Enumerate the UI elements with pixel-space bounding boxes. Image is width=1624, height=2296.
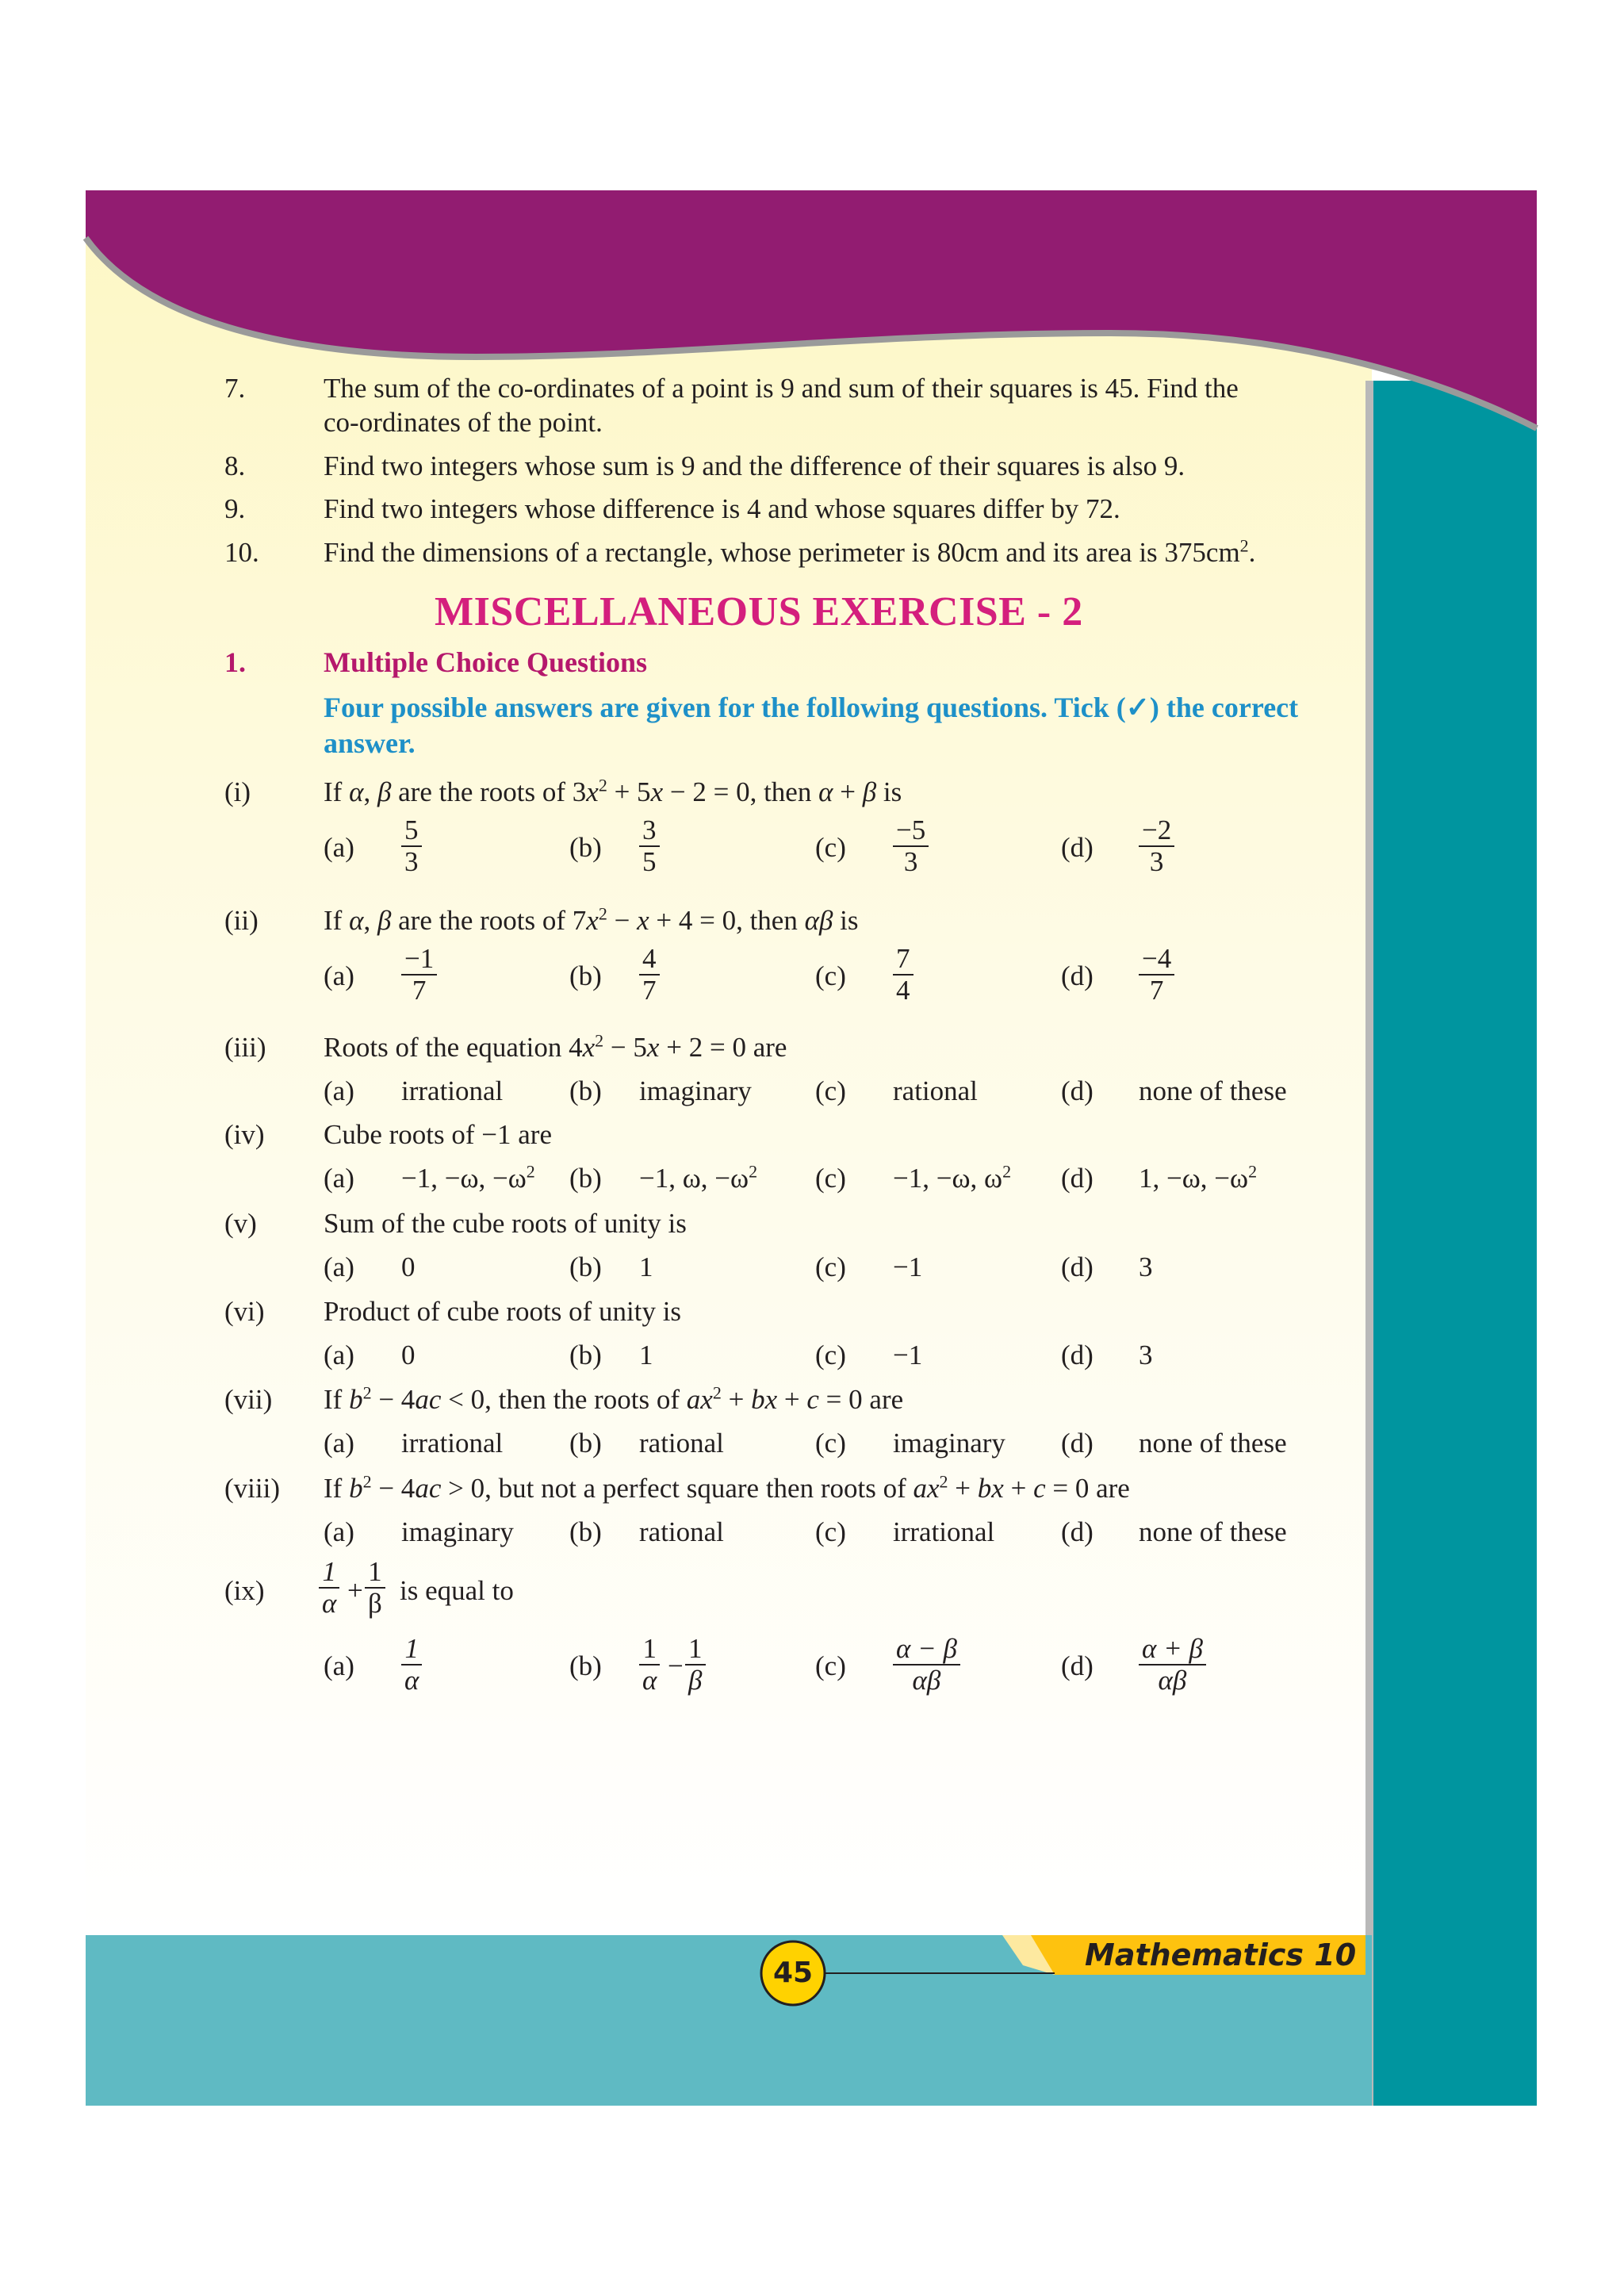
math-symbol: α — [349, 776, 364, 807]
option-label: (c) — [815, 1075, 846, 1106]
text-part: + — [721, 1384, 752, 1415]
text-part: + — [777, 1384, 807, 1415]
numerator: 1 — [368, 1556, 382, 1587]
option-value: rational — [893, 1075, 978, 1106]
superscript: 2 — [749, 1161, 758, 1182]
denominator: α — [319, 1587, 339, 1619]
option-value — [639, 1162, 757, 1195]
math-symbol: x — [586, 776, 599, 807]
text-part: + — [1003, 1473, 1034, 1504]
option-label: (c) — [815, 1163, 846, 1194]
option-label: (a) — [324, 1075, 354, 1106]
question-number: (iv) — [224, 1119, 265, 1150]
section-number: 1. — [224, 646, 246, 678]
page-number: 45 — [772, 1957, 814, 1989]
option-label: (b) — [569, 1516, 602, 1547]
option-label: (c) — [815, 960, 846, 991]
option-label: (a) — [324, 1251, 354, 1282]
question-number: (ii) — [224, 905, 259, 936]
option-label: (a) — [324, 960, 354, 991]
option-label: (c) — [815, 1516, 846, 1547]
option-value: 1 — [639, 1251, 653, 1282]
option-value — [1139, 1162, 1257, 1195]
option-label: (d) — [1061, 1163, 1094, 1194]
fraction — [401, 815, 422, 877]
option-label: (c) — [815, 1428, 846, 1458]
question-text: Product of cube roots of unity is — [324, 1296, 682, 1327]
option-label: (a) — [324, 1163, 354, 1194]
text-part: If — [324, 1384, 350, 1415]
denominator: 3 — [1139, 845, 1174, 877]
math-symbol: α — [349, 905, 364, 936]
math-symbol: x — [650, 776, 664, 807]
text-part: − 4 — [371, 1473, 416, 1504]
fraction — [893, 815, 929, 877]
question-text: is equal to — [400, 1575, 514, 1606]
option-label: (b) — [569, 832, 602, 863]
text-part: , — [363, 776, 377, 807]
text-part: − 5 — [603, 1032, 647, 1063]
text-part: Roots of the equation 4 — [324, 1032, 583, 1063]
fraction — [639, 1634, 660, 1696]
option-label: (a) — [324, 1650, 354, 1681]
math-symbol: bx — [977, 1473, 1004, 1504]
option-label: (b) — [569, 1163, 602, 1194]
text-part: If — [324, 1473, 350, 1504]
option-label: (d) — [1061, 1340, 1094, 1370]
numerator: −4 — [1142, 943, 1172, 974]
plus-sign: + — [347, 1575, 363, 1606]
option-label: (c) — [815, 1251, 846, 1282]
option-label: (b) — [569, 1075, 602, 1106]
math-symbol: b — [349, 1473, 363, 1504]
fraction — [401, 1634, 422, 1696]
option-label: (d) — [1061, 1075, 1094, 1106]
text-part: > 0, but not a perfect square then roots of — [441, 1473, 914, 1504]
numerator: 3 — [642, 815, 657, 845]
text-part: are the roots of 3 — [391, 776, 587, 807]
fraction — [319, 1557, 339, 1619]
option-value: 1 — [639, 1340, 653, 1370]
question-text — [324, 904, 859, 937]
option-value: irrational — [401, 1075, 504, 1106]
superscript: 2 — [362, 1382, 372, 1403]
math-symbol: β — [862, 776, 877, 807]
option-value: imaginary — [893, 1428, 1005, 1458]
denominator: 5 — [639, 845, 660, 877]
math-symbol: b — [349, 1384, 363, 1415]
option-value — [893, 1162, 1011, 1195]
denominator: 7 — [639, 974, 660, 1006]
option-label: (a) — [324, 1428, 354, 1458]
denominator: α — [639, 1664, 660, 1696]
option-label: (d) — [1061, 1428, 1094, 1458]
numerator: −5 — [896, 815, 926, 845]
question-text — [324, 1031, 787, 1064]
text-part: − — [607, 905, 638, 936]
text-part: If — [324, 776, 350, 807]
minus-sign: − — [668, 1650, 684, 1681]
numerator: 1 — [688, 1633, 703, 1664]
numerator: 4 — [642, 943, 657, 974]
question-number: (vii) — [224, 1384, 273, 1415]
option-value: −1 — [893, 1340, 923, 1370]
section-heading: Multiple Choice Questions — [324, 646, 648, 678]
question-number: 9. — [224, 493, 246, 524]
numerator: α + β — [1142, 1633, 1203, 1664]
math-symbol: x — [637, 905, 649, 936]
denominator: αβ — [893, 1664, 960, 1696]
text-part: . — [1248, 537, 1256, 568]
option-label: (d) — [1061, 1251, 1094, 1282]
text-part: 1, −ω, −ω — [1139, 1163, 1249, 1194]
option-label: (c) — [815, 832, 846, 863]
math-symbol: c — [1033, 1473, 1046, 1504]
fraction — [401, 944, 437, 1006]
numerator: −2 — [1142, 815, 1172, 845]
question-number: (v) — [224, 1208, 257, 1239]
math-symbol: α — [818, 776, 833, 807]
math-symbol: αβ — [804, 905, 833, 936]
math-symbol: x — [646, 1032, 660, 1063]
numerator: α − β — [896, 1633, 957, 1664]
option-value: 0 — [401, 1251, 416, 1282]
denominator: αβ — [1139, 1664, 1206, 1696]
option-value: irrational — [893, 1516, 995, 1547]
math-symbol: x — [586, 905, 599, 936]
option-value: none of these — [1139, 1516, 1287, 1547]
text-part: + 2 = 0 are — [659, 1032, 787, 1063]
option-value — [401, 1162, 535, 1195]
option-value: 0 — [401, 1340, 416, 1370]
fraction — [1139, 1634, 1206, 1696]
instruction-text: Four possible answers are given for the following questions. Tick (✓) the correct answer. — [324, 692, 1299, 759]
option-value: −1 — [893, 1251, 923, 1282]
text-part: = 0 are — [818, 1384, 904, 1415]
numerator: 7 — [896, 943, 910, 974]
question-text-line: co-ordinates of the point. — [324, 407, 603, 438]
option-value: 3 — [1139, 1251, 1153, 1282]
option-value: irrational — [401, 1428, 504, 1458]
numerator: −1 — [404, 943, 435, 974]
question-text — [324, 776, 902, 809]
option-value: rational — [639, 1428, 724, 1458]
text-part: − 2 = 0, then — [663, 776, 819, 807]
numerator: 1 — [642, 1633, 657, 1664]
denominator: 4 — [893, 974, 914, 1006]
fraction — [893, 1634, 960, 1696]
denominator: β — [365, 1587, 385, 1619]
math-symbol: x — [582, 1032, 596, 1063]
text-part: + 4 = 0, then — [649, 905, 805, 936]
option-value: rational — [639, 1516, 724, 1547]
text-part: is — [876, 776, 902, 807]
math-symbol: ac — [415, 1473, 442, 1504]
fraction — [1139, 815, 1174, 877]
option-label: (b) — [569, 960, 602, 991]
superscript: 2 — [362, 1471, 372, 1492]
text-part: −1, −ω, ω — [893, 1163, 1003, 1194]
text-part: < 0, then the roots of — [441, 1384, 687, 1415]
fraction — [365, 1557, 385, 1619]
option-value: imaginary — [639, 1075, 752, 1106]
math-symbol: ax — [686, 1384, 713, 1415]
question-text: Cube roots of −1 are — [324, 1119, 552, 1150]
question-text — [324, 1383, 903, 1416]
text-part: − 4 — [371, 1384, 416, 1415]
superscript: 2 — [712, 1382, 722, 1403]
book-title: Mathematics 10 — [1085, 1938, 1357, 1972]
fraction — [893, 944, 914, 1006]
option-label: (b) — [569, 1340, 602, 1370]
text-part: + 5 — [607, 776, 651, 807]
denominator: α — [401, 1664, 422, 1696]
option-label: (a) — [324, 1340, 354, 1370]
superscript: 2 — [598, 775, 607, 795]
superscript: 2 — [939, 1471, 948, 1492]
question-number: (i) — [224, 776, 251, 807]
text-part: are the roots of 7 — [391, 905, 587, 936]
option-value: none of these — [1139, 1075, 1287, 1106]
option-label: (c) — [815, 1340, 846, 1370]
text-part: , — [363, 905, 377, 936]
superscript: 2 — [1248, 1161, 1258, 1182]
text-part: −1, −ω, −ω — [401, 1163, 527, 1194]
numerator: 1 — [322, 1556, 336, 1587]
option-label: (c) — [815, 1650, 846, 1681]
option-label: (a) — [324, 1516, 354, 1547]
question-number: (vi) — [224, 1296, 265, 1327]
denominator: 3 — [401, 845, 422, 877]
math-symbol: β — [377, 776, 392, 807]
option-label: (d) — [1061, 1516, 1094, 1547]
question-number: (iii) — [224, 1032, 266, 1063]
math-symbol: bx — [751, 1384, 778, 1415]
numerator: 5 — [404, 815, 419, 845]
text-part: = 0 are — [1045, 1473, 1130, 1504]
option-label: (d) — [1061, 960, 1094, 991]
text-part: −1, ω, −ω — [639, 1163, 749, 1194]
exercise-title: MISCELLANEOUS EXERCISE - 2 — [435, 589, 1083, 634]
option-label: (b) — [569, 1650, 602, 1681]
superscript: 2 — [1002, 1161, 1012, 1182]
superscript: 2 — [1239, 535, 1249, 556]
option-label: (a) — [324, 832, 354, 863]
option-value: 3 — [1139, 1340, 1153, 1370]
text-part: If — [324, 905, 350, 936]
fraction — [685, 1634, 706, 1696]
question-number: 10. — [224, 537, 259, 568]
fraction — [639, 815, 660, 877]
question-number: (viii) — [224, 1473, 280, 1504]
math-symbol: β — [377, 905, 392, 936]
math-symbol: c — [806, 1384, 819, 1415]
question-text-line: Find two integers whose sum is 9 and the difference of their squares is also 9. — [324, 450, 1185, 481]
option-value: imaginary — [401, 1516, 514, 1547]
text-part: + — [833, 776, 863, 807]
denominator: 3 — [893, 845, 929, 877]
question-text-line — [324, 536, 1358, 569]
question-text-line: The sum of the co-ordinates of a point is 9 and sum of their squares is 45. Find the — [324, 373, 1239, 404]
superscript: 2 — [598, 903, 607, 924]
text-part: is — [833, 905, 859, 936]
question-text: Sum of the cube roots of unity is — [324, 1208, 687, 1239]
question-number: (ix) — [224, 1575, 265, 1606]
fraction — [1139, 944, 1174, 1006]
superscript: 2 — [526, 1161, 535, 1182]
superscript: 2 — [595, 1030, 604, 1051]
question-number: 7. — [224, 373, 246, 404]
numerator: 1 — [404, 1633, 419, 1664]
option-value: none of these — [1139, 1428, 1287, 1458]
math-symbol: ac — [415, 1384, 442, 1415]
text-part: + — [948, 1473, 978, 1504]
math-symbol: ax — [913, 1473, 940, 1504]
question-number: 8. — [224, 450, 246, 481]
option-label: (b) — [569, 1251, 602, 1282]
denominator: β — [685, 1664, 706, 1696]
fraction — [639, 944, 660, 1006]
option-label: (b) — [569, 1428, 602, 1458]
question-text — [324, 1472, 1130, 1505]
denominator: 7 — [1139, 974, 1174, 1006]
question-text-line: Find two integers whose difference is 4 and whose squares differ by 72. — [324, 493, 1120, 524]
option-label: (d) — [1061, 1650, 1094, 1681]
denominator: 7 — [401, 974, 437, 1006]
text-part: Find the dimensions of a rectangle, whose perimeter is 80cm and its area is 375cm — [324, 537, 1240, 568]
option-label: (d) — [1061, 832, 1094, 863]
